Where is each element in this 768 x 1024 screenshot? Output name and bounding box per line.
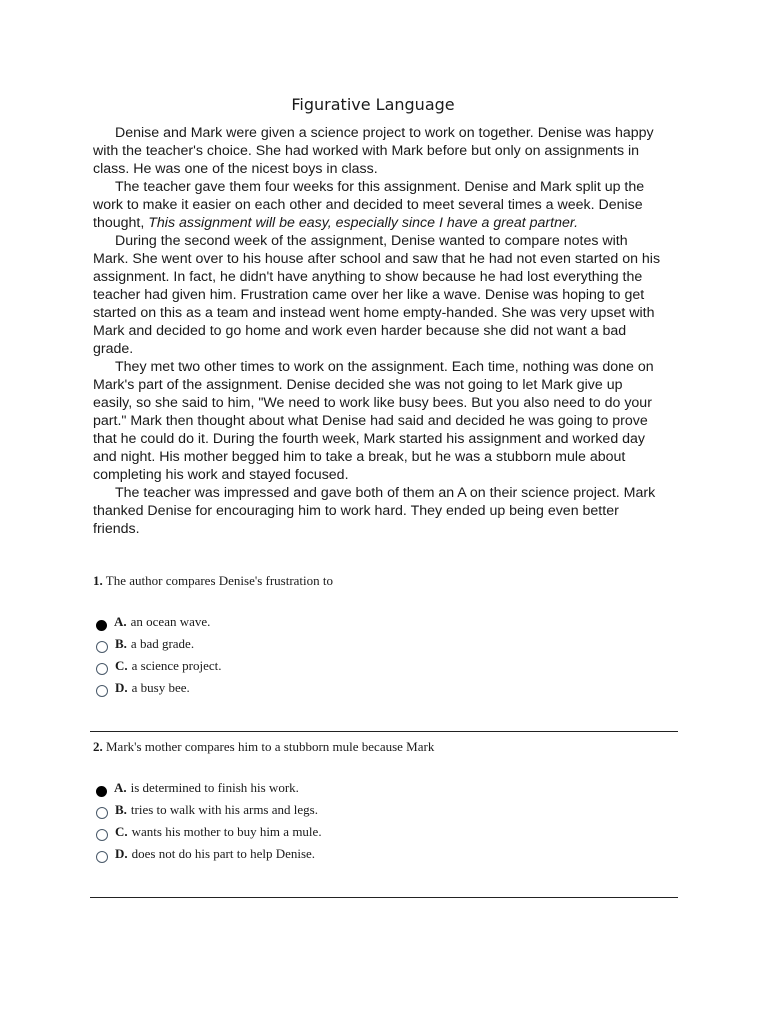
page-title: Figurative Language xyxy=(291,95,455,114)
option-letter: D. xyxy=(115,846,128,861)
question-1-option-b[interactable] xyxy=(93,633,678,655)
story-passage xyxy=(93,124,663,538)
radio-selected-icon[interactable] xyxy=(96,786,107,797)
question-divider xyxy=(90,731,678,732)
question-1-option-a[interactable] xyxy=(93,611,678,633)
option-text: tries to walk with his arms and legs. xyxy=(130,802,318,817)
question-2-option-d[interactable] xyxy=(93,843,678,865)
option-text: is determined to finish his work. xyxy=(130,780,299,795)
radio-empty-icon[interactable] xyxy=(96,829,108,841)
question-2 xyxy=(93,739,678,865)
question-1 xyxy=(93,573,678,699)
radio-empty-icon[interactable] xyxy=(96,641,108,653)
story-paragraph-2-thought: This assignment will be easy, especially since I have a great partner. xyxy=(148,215,579,231)
radio-empty-icon[interactable] xyxy=(96,807,108,819)
option-letter: D. xyxy=(115,680,128,695)
question-2-options xyxy=(93,777,678,865)
question-1-prompt xyxy=(93,573,678,589)
option-text: an ocean wave. xyxy=(130,614,211,629)
option-text: wants his mother to buy him a mule. xyxy=(131,824,322,839)
question-1-text: The author compares Denise's frustration to xyxy=(105,573,334,588)
question-1-option-c[interactable] xyxy=(93,655,678,677)
story-paragraph-3: During the second week of the assignment, Denise wanted to compare notes with Mark. She went over to his house after school and saw that he had not even started on his assignment. In fact, he didn't have anything to show because he had lost everything the teacher had given him. Frustration came over her like a wave. Denise was hoping to get started on this as a team and instead went home empty-handed. She was very upset with Mark and decided to go home and work even harder because she did not want a bad grade. xyxy=(93,233,661,357)
story-paragraph-4: They met two other times to work on the assignment. Each time, nothing was done on Mark's part of the assignment. Denise decided she was not going to let Mark give up easily, so she said to him, "We need to work like busy bees. But you also need to do your part." Mark then thought about what Denise had said and decided he was going to prove that he could do it. During the fourth week, Mark started his assignment and worked day and night. His mother begged him to take a break, but he was a stubborn mule about completing his work and stayed focused. xyxy=(93,359,654,483)
option-text: a science project. xyxy=(131,658,222,673)
option-letter: A. xyxy=(114,614,127,629)
radio-empty-icon[interactable] xyxy=(96,851,108,863)
option-text: a bad grade. xyxy=(130,636,195,651)
question-1-option-d[interactable] xyxy=(93,677,678,699)
story-paragraph-1: Denise and Mark were given a science project to work on together. Denise was happy with the teacher's choice. She had worked with Mark before but only on assignments in class. He was one of the nicest boys in class. xyxy=(93,125,654,177)
question-2-option-b[interactable] xyxy=(93,799,678,821)
option-letter: C. xyxy=(115,824,128,839)
option-letter: B. xyxy=(115,802,127,817)
radio-empty-icon[interactable] xyxy=(96,663,108,675)
story-paragraph-2 xyxy=(93,178,663,232)
option-text: does not do his part to help Denise. xyxy=(131,846,316,861)
story-paragraph-2-text: The teacher gave them four weeks for this assignment. Denise and Mark split up the work to make it easier on each other and decided to meet several times a week. Denise thought, xyxy=(93,179,645,231)
question-2-number: 2. xyxy=(93,739,103,754)
option-letter: B. xyxy=(115,636,127,651)
question-2-option-a[interactable] xyxy=(93,777,678,799)
radio-selected-icon[interactable] xyxy=(96,620,107,631)
question-2-option-c[interactable] xyxy=(93,821,678,843)
question-divider xyxy=(90,897,678,898)
story-paragraph-5: The teacher was impressed and gave both of them an A on their science project. Mark thanked Denise for encouraging him to work hard. They ended up being even better friends. xyxy=(93,485,656,537)
option-letter: A. xyxy=(114,780,127,795)
option-text: a busy bee. xyxy=(131,680,190,695)
radio-empty-icon[interactable] xyxy=(96,685,108,697)
question-1-options xyxy=(93,611,678,699)
question-2-prompt xyxy=(93,739,678,755)
question-1-number: 1. xyxy=(93,573,103,588)
question-2-text: Mark's mother compares him to a stubborn mule because Mark xyxy=(106,739,435,754)
option-letter: C. xyxy=(115,658,128,673)
